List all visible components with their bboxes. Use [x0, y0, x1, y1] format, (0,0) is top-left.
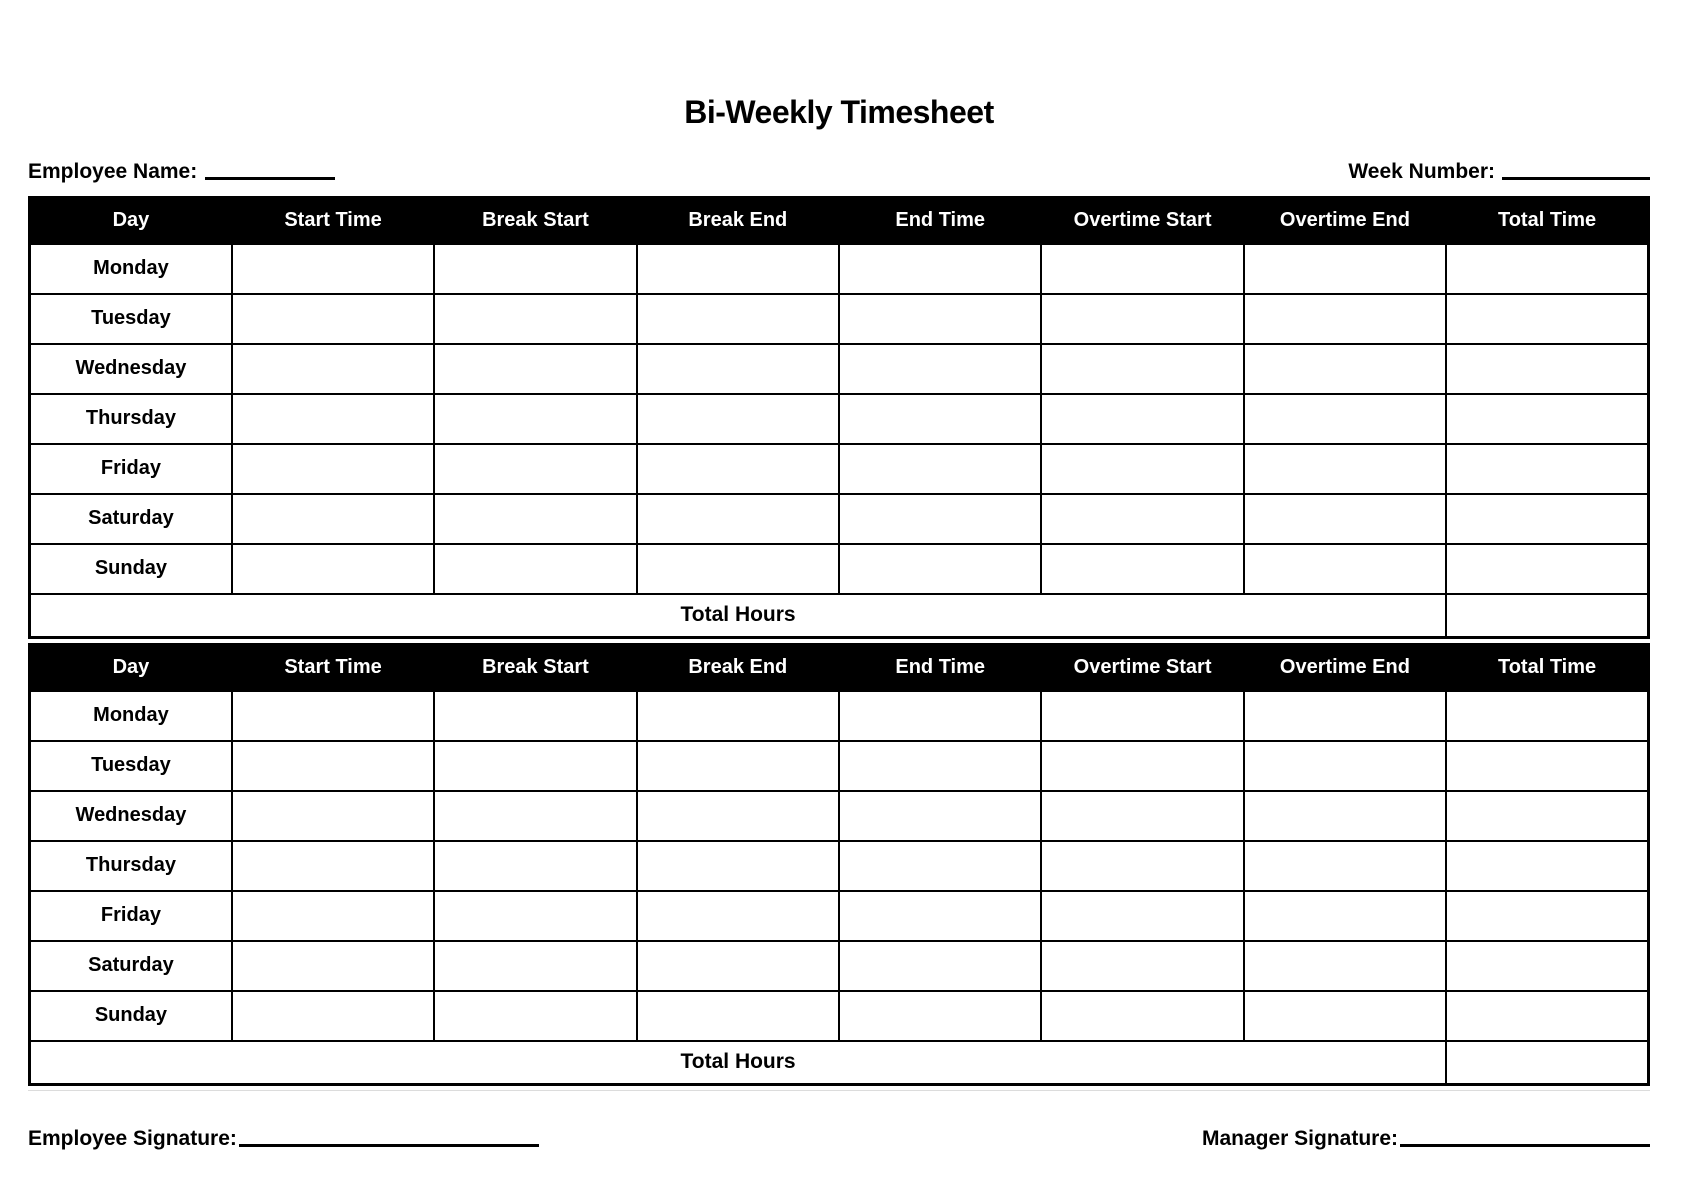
cell-sunday-start-time[interactable]: [232, 544, 434, 594]
cell-wednesday-start-time[interactable]: [232, 791, 434, 841]
col-header-break-end: Break End: [637, 198, 839, 244]
manager-signature-label: Manager Signature:: [1201, 1127, 1398, 1150]
cell-tuesday-break-start[interactable]: [434, 741, 636, 791]
day-row-wednesday: [30, 344, 1649, 394]
cell-thursday-end-time[interactable]: [839, 394, 1041, 444]
employee-signature-input-line[interactable]: [239, 1141, 539, 1147]
cell-saturday-break-start[interactable]: [434, 494, 636, 544]
cell-tuesday-start-time[interactable]: [232, 741, 434, 791]
day-row-saturday: [30, 941, 1649, 991]
cell-tuesday-end-time[interactable]: [839, 741, 1041, 791]
day-label-wednesday: Wednesday: [30, 791, 232, 841]
cell-monday-total-time[interactable]: [1446, 244, 1648, 294]
cell-sunday-overtime-end[interactable]: [1244, 544, 1446, 594]
cell-thursday-end-time[interactable]: [839, 841, 1041, 891]
cell-friday-overtime-start[interactable]: [1041, 444, 1243, 494]
cell-saturday-end-time[interactable]: [839, 941, 1041, 991]
signature-row: [28, 1127, 1650, 1151]
day-row-thursday: [30, 394, 1649, 444]
cell-saturday-total-time[interactable]: [1446, 941, 1648, 991]
cell-tuesday-total-time[interactable]: [1446, 294, 1648, 344]
col-header-break-start: Break Start: [434, 645, 636, 691]
cell-monday-end-time[interactable]: [839, 244, 1041, 294]
cell-thursday-total-time[interactable]: [1446, 841, 1648, 891]
employee-name-field: [28, 160, 335, 184]
cell-wednesday-overtime-start[interactable]: [1041, 344, 1243, 394]
cell-monday-start-time[interactable]: [232, 244, 434, 294]
cell-monday-overtime-start[interactable]: [1041, 244, 1243, 294]
cell-wednesday-break-end[interactable]: [637, 791, 839, 841]
day-row-thursday: [30, 841, 1649, 891]
cell-friday-end-time[interactable]: [839, 444, 1041, 494]
col-header-end-time: End Time: [839, 198, 1041, 244]
cell-sunday-start-time[interactable]: [232, 991, 434, 1041]
bottom-divider: [28, 1090, 1650, 1091]
day-row-monday: [30, 244, 1649, 294]
cell-saturday-overtime-end[interactable]: [1244, 941, 1446, 991]
cell-monday-break-end[interactable]: [637, 691, 839, 741]
day-label-monday: Monday: [30, 244, 232, 294]
cell-sunday-break-start[interactable]: [434, 991, 636, 1041]
day-row-sunday: [30, 991, 1649, 1041]
week-number-input-line[interactable]: [1502, 174, 1650, 180]
total-hours-label: Total Hours: [30, 594, 1447, 638]
day-row-wednesday: [30, 791, 1649, 841]
cell-monday-overtime-end[interactable]: [1244, 691, 1446, 741]
col-header-start-time: Start Time: [232, 645, 434, 691]
week-number-field: [1348, 160, 1650, 184]
col-header-day: Day: [30, 198, 232, 244]
cell-wednesday-overtime-end[interactable]: [1244, 791, 1446, 841]
cell-saturday-overtime-end[interactable]: [1244, 494, 1446, 544]
cell-wednesday-overtime-end[interactable]: [1244, 344, 1446, 394]
cell-monday-start-time[interactable]: [232, 691, 434, 741]
cell-sunday-break-start[interactable]: [434, 544, 636, 594]
cell-monday-total-time[interactable]: [1446, 691, 1648, 741]
cell-wednesday-total-time[interactable]: [1446, 344, 1648, 394]
page-title: Bi-Weekly Timesheet: [684, 94, 994, 130]
cell-wednesday-end-time[interactable]: [839, 791, 1041, 841]
cell-tuesday-break-end[interactable]: [637, 294, 839, 344]
total-hours-value-cell[interactable]: [1446, 1041, 1648, 1085]
cell-wednesday-break-start[interactable]: [434, 344, 636, 394]
day-label-thursday: Thursday: [30, 394, 232, 444]
cell-thursday-total-time[interactable]: [1446, 394, 1648, 444]
day-label-sunday: Sunday: [30, 991, 232, 1041]
col-header-total-time: Total Time: [1446, 198, 1648, 244]
cell-monday-overtime-end[interactable]: [1244, 244, 1446, 294]
manager-signature-input-line[interactable]: [1400, 1141, 1650, 1147]
cell-saturday-break-end[interactable]: [637, 941, 839, 991]
manager-signature-field: [1202, 1127, 1650, 1151]
day-row-monday: [30, 691, 1649, 741]
cell-saturday-end-time[interactable]: [839, 494, 1041, 544]
cell-friday-total-time[interactable]: [1446, 444, 1648, 494]
day-row-tuesday: [30, 741, 1649, 791]
cell-friday-end-time[interactable]: [839, 891, 1041, 941]
day-label-tuesday: Tuesday: [30, 294, 232, 344]
cell-friday-overtime-start[interactable]: [1041, 891, 1243, 941]
cell-friday-start-time[interactable]: [232, 444, 434, 494]
meta-row: [28, 160, 1650, 184]
day-label-saturday: Saturday: [30, 941, 232, 991]
total-hours-row: [30, 594, 1649, 638]
cell-saturday-start-time[interactable]: [232, 941, 434, 991]
day-row-saturday: [30, 494, 1649, 544]
cell-saturday-overtime-start[interactable]: [1041, 941, 1243, 991]
cell-thursday-break-end[interactable]: [637, 394, 839, 444]
cell-saturday-total-time[interactable]: [1446, 494, 1648, 544]
day-label-wednesday: Wednesday: [30, 344, 232, 394]
cell-thursday-overtime-end[interactable]: [1244, 394, 1446, 444]
cell-tuesday-total-time[interactable]: [1446, 741, 1648, 791]
day-label-friday: Friday: [30, 891, 232, 941]
cell-saturday-start-time[interactable]: [232, 494, 434, 544]
cell-friday-start-time[interactable]: [232, 891, 434, 941]
cell-monday-end-time[interactable]: [839, 691, 1041, 741]
cell-monday-break-end[interactable]: [637, 244, 839, 294]
cell-friday-break-start[interactable]: [434, 444, 636, 494]
col-header-total-time: Total Time: [1446, 645, 1648, 691]
cell-thursday-overtime-end[interactable]: [1244, 841, 1446, 891]
cell-monday-break-start[interactable]: [434, 691, 636, 741]
cell-wednesday-overtime-start[interactable]: [1041, 791, 1243, 841]
cell-saturday-break-end[interactable]: [637, 494, 839, 544]
cell-thursday-break-start[interactable]: [434, 394, 636, 444]
col-header-overtime-start: Overtime Start: [1041, 198, 1243, 244]
employee-name-input-line[interactable]: [205, 174, 335, 180]
employee-name-label: Employee Name:: [28, 160, 198, 183]
header-row: [30, 198, 1649, 244]
cell-sunday-overtime-start[interactable]: [1041, 991, 1243, 1041]
total-hours-value-cell[interactable]: [1446, 594, 1648, 638]
col-header-overtime-end: Overtime End: [1244, 198, 1446, 244]
col-header-break-end: Break End: [637, 645, 839, 691]
cell-wednesday-break-start[interactable]: [434, 791, 636, 841]
day-row-friday: [30, 891, 1649, 941]
col-header-day: Day: [30, 645, 232, 691]
cell-saturday-break-start[interactable]: [434, 941, 636, 991]
cell-friday-break-end[interactable]: [637, 444, 839, 494]
col-header-overtime-end: Overtime End: [1244, 645, 1446, 691]
day-label-monday: Monday: [30, 691, 232, 741]
cell-sunday-total-time[interactable]: [1446, 544, 1648, 594]
cell-monday-overtime-start[interactable]: [1041, 691, 1243, 741]
col-header-start-time: Start Time: [232, 198, 434, 244]
total-hours-row: [30, 1041, 1649, 1085]
cell-wednesday-start-time[interactable]: [232, 344, 434, 394]
cell-sunday-end-time[interactable]: [839, 544, 1041, 594]
cell-tuesday-overtime-end[interactable]: [1244, 741, 1446, 791]
cell-friday-break-start[interactable]: [434, 891, 636, 941]
cell-wednesday-end-time[interactable]: [839, 344, 1041, 394]
cell-monday-break-start[interactable]: [434, 244, 636, 294]
cell-wednesday-break-end[interactable]: [637, 344, 839, 394]
employee-signature-label: Employee Signature:: [28, 1127, 237, 1150]
timesheet-table-week-1: [28, 196, 1650, 639]
cell-thursday-overtime-start[interactable]: [1041, 841, 1243, 891]
cell-tuesday-overtime-start[interactable]: [1041, 741, 1243, 791]
cell-tuesday-end-time[interactable]: [839, 294, 1041, 344]
cell-thursday-break-start[interactable]: [434, 841, 636, 891]
day-row-sunday: [30, 544, 1649, 594]
cell-friday-total-time[interactable]: [1446, 891, 1648, 941]
cell-friday-overtime-end[interactable]: [1244, 891, 1446, 941]
day-label-friday: Friday: [30, 444, 232, 494]
employee-signature-field: [28, 1127, 539, 1151]
col-header-overtime-start: Overtime Start: [1041, 645, 1243, 691]
cell-friday-break-end[interactable]: [637, 891, 839, 941]
day-label-tuesday: Tuesday: [30, 741, 232, 791]
cell-tuesday-break-end[interactable]: [637, 741, 839, 791]
cell-sunday-overtime-end[interactable]: [1244, 991, 1446, 1041]
cell-friday-overtime-end[interactable]: [1244, 444, 1446, 494]
header-row: [30, 645, 1649, 691]
cell-thursday-overtime-start[interactable]: [1041, 394, 1243, 444]
day-label-sunday: Sunday: [30, 544, 232, 594]
cell-tuesday-overtime-start[interactable]: [1041, 294, 1243, 344]
cell-tuesday-start-time[interactable]: [232, 294, 434, 344]
cell-tuesday-overtime-end[interactable]: [1244, 294, 1446, 344]
cell-thursday-start-time[interactable]: [232, 841, 434, 891]
day-label-thursday: Thursday: [30, 841, 232, 891]
cell-wednesday-total-time[interactable]: [1446, 791, 1648, 841]
day-row-friday: [30, 444, 1649, 494]
cell-thursday-break-end[interactable]: [637, 841, 839, 891]
cell-thursday-start-time[interactable]: [232, 394, 434, 444]
cell-saturday-overtime-start[interactable]: [1041, 494, 1243, 544]
cell-sunday-break-end[interactable]: [637, 544, 839, 594]
cell-sunday-end-time[interactable]: [839, 991, 1041, 1041]
timesheet-table-week-2: [28, 643, 1650, 1086]
week-number-label: Week Number:: [1348, 160, 1495, 183]
cell-sunday-total-time[interactable]: [1446, 991, 1648, 1041]
day-label-saturday: Saturday: [30, 494, 232, 544]
cell-tuesday-break-start[interactable]: [434, 294, 636, 344]
cell-sunday-break-end[interactable]: [637, 991, 839, 1041]
col-header-break-start: Break Start: [434, 198, 636, 244]
col-header-end-time: End Time: [839, 645, 1041, 691]
cell-sunday-overtime-start[interactable]: [1041, 544, 1243, 594]
day-row-tuesday: [30, 294, 1649, 344]
total-hours-label: Total Hours: [30, 1041, 1447, 1085]
